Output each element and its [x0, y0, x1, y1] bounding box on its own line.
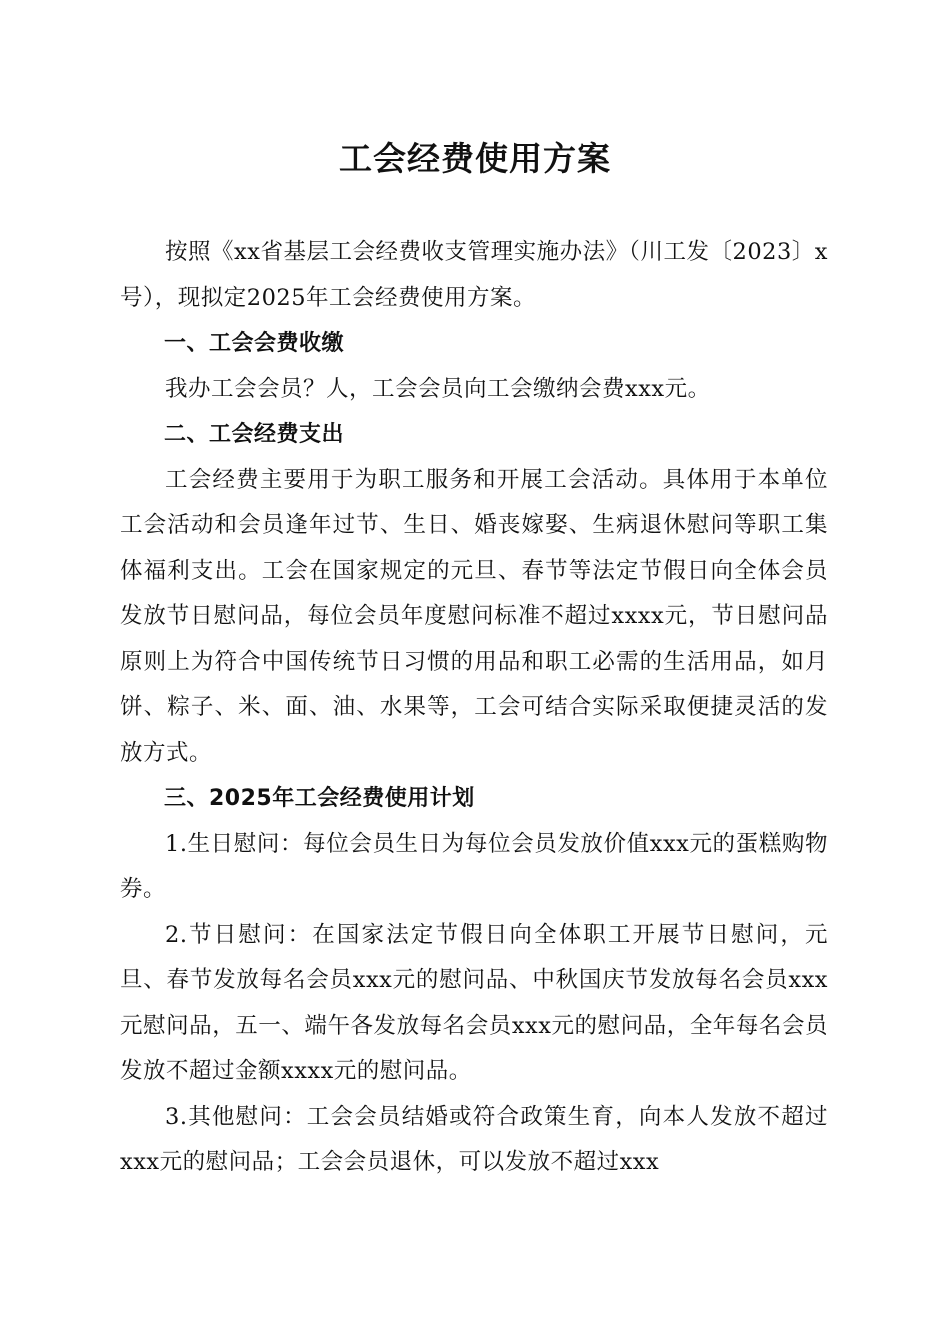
plan-item-birthday: 1.生日慰问：每位会员生日为每位会员发放价值xxx元的蛋糕购物券。: [120, 830, 828, 902]
document-title: 工会经费使用方案: [339, 139, 611, 178]
plan-item-other: 3.其他慰问：工会会员结婚或符合政策生育，向本人发放不超过xxx元的慰问品；工会会员退休，可以发放不超过xxx: [120, 1103, 828, 1175]
section-1-paragraph: 我办工会会员？人，工会会员向工会缴纳会费xxx元。: [165, 375, 711, 402]
intro-paragraph: 按照《xx省基层工会经费收支管理实施办法》（川工发〔2023〕x号），现拟定2025年工会经费使用方案。: [120, 239, 828, 311]
plan-item-holiday: 2.节日慰问：在国家法定节假日向全体职工开展节日慰问，元旦、春节发放每名会员xxx元的慰问品、中秋国庆节发放每名会员xxx元慰问品，五一、端午各发放每名会员xxx元的慰问品，全年每名会员发放不超过金额xxxx元的慰问品。: [120, 921, 828, 1084]
document-body: [120, 230, 828, 1186]
section-heading-2: 二、工会经费支出: [164, 422, 345, 447]
section-heading-3: 三、2025年工会经费使用计划: [164, 786, 475, 811]
section-heading-1: 一、工会会费收缴: [164, 331, 345, 356]
section-2-paragraph: 工会经费主要用于为职工服务和开展工会活动。具体用于本单位工会活动和会员逢年过节、生日、婚丧嫁娶、生病退休慰问等职工集体福利支出。工会在国家规定的元旦、春节等法定节假日向全体会员发放节日慰问品，每位会员年度慰问标准不超过xxxx元，节日慰问品原则上为符合中国传统节日习惯的用品和职工必需的生活用品，如月饼、粽子、米、面、油、水果等，工会可结合实际采取便捷灵活的发放方式。: [120, 466, 828, 766]
